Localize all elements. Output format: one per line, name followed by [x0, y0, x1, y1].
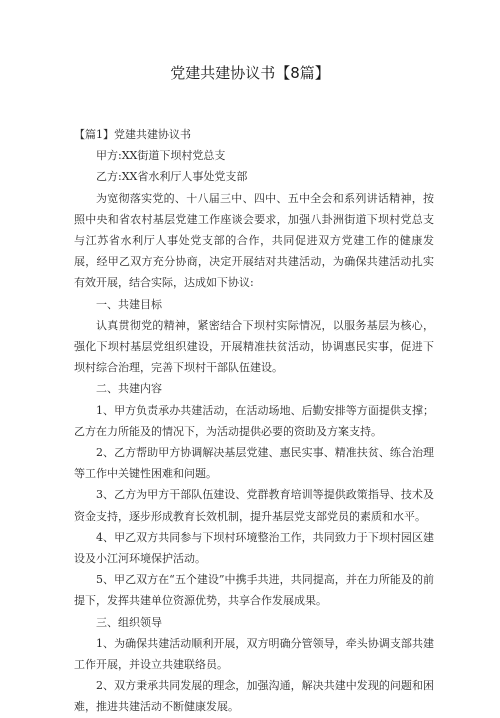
leadership-item-1: 1、为确保共建活动顺利开展，双方明确分管领导，牵头协调支部共建工作开展，并设立共建联络员。	[74, 636, 434, 672]
party-a-line: 甲方:XX街道下坝村党总支	[96, 149, 226, 163]
content-item-3: 3、乙方为甲方干部队伍建设、党群教育培训等提供政策指导、技术及资金支持，逐步形成教育长效机制，提升基层党支部党员的素质和水平。	[74, 488, 434, 523]
section-heading: 【篇1】党建共建协议书	[74, 128, 191, 141]
party-b-line: 乙方:XX省水利厅人事处党支部	[96, 170, 248, 184]
content-item-2: 2、乙方帮助甲方协调解决基层党建、惠民实事、精准扶贫、练合治理等工作中关键性困难和问题。	[74, 446, 434, 481]
goals-paragraph: 认真贯彻党的精神，紧密结合下坝村实际情况，以服务基层为核心，强化下坝村基层党组织建设，开展精准扶贫活动，协调惠民实事，促进下坝村综合治理，完善下坝村干部队伍建设。	[74, 318, 434, 375]
subheading-content: 二、共建内容	[96, 382, 162, 396]
subheading-leadership: 三、组织领导	[96, 615, 162, 629]
document-body	[74, 124, 434, 718]
content-item-4: 4、甲乙双方共同参与下坝村环境整治工作，共同致力于下坝村园区建设及小江河环境保护活动。	[74, 530, 434, 566]
subheading-goals: 一、共建目标	[96, 297, 162, 311]
content-item-1: 1、甲方负责承办共建活动，在活动场地、后勤安排等方面提供支撑；乙方在力所能及的情况下，为活动提供必要的资助及方案支持。	[74, 403, 434, 438]
preamble-paragraph: 为宽彻落实党的、十八届三中、四中、五中全会和系列讲话精神，按照中央和省农村基层党建工作座谈会要求，加强八卦洲街道下坝村党总支与江苏省水利厅人事处党支部的合作，共同促进双方党建工作的健康发展，经甲乙双方充分协商，决定开展结对共建活动，为确保共建活动扎实有效开展，结合实际，达成如下协议:	[74, 191, 434, 290]
content-item-5: 5、甲乙双方在“五个建设”中携手共进，共同提高，并在力所能及的前提下，发挥共建单位资源优势，共享合作发展成果。	[74, 573, 434, 608]
leadership-item-2: 2、双方秉承共同发展的理念，加强沟通，解决共建中发现的问题和困难，推进共建活动不断健康发展。	[74, 679, 434, 714]
document-title: 党建共建协议书【8篇】	[170, 64, 330, 82]
